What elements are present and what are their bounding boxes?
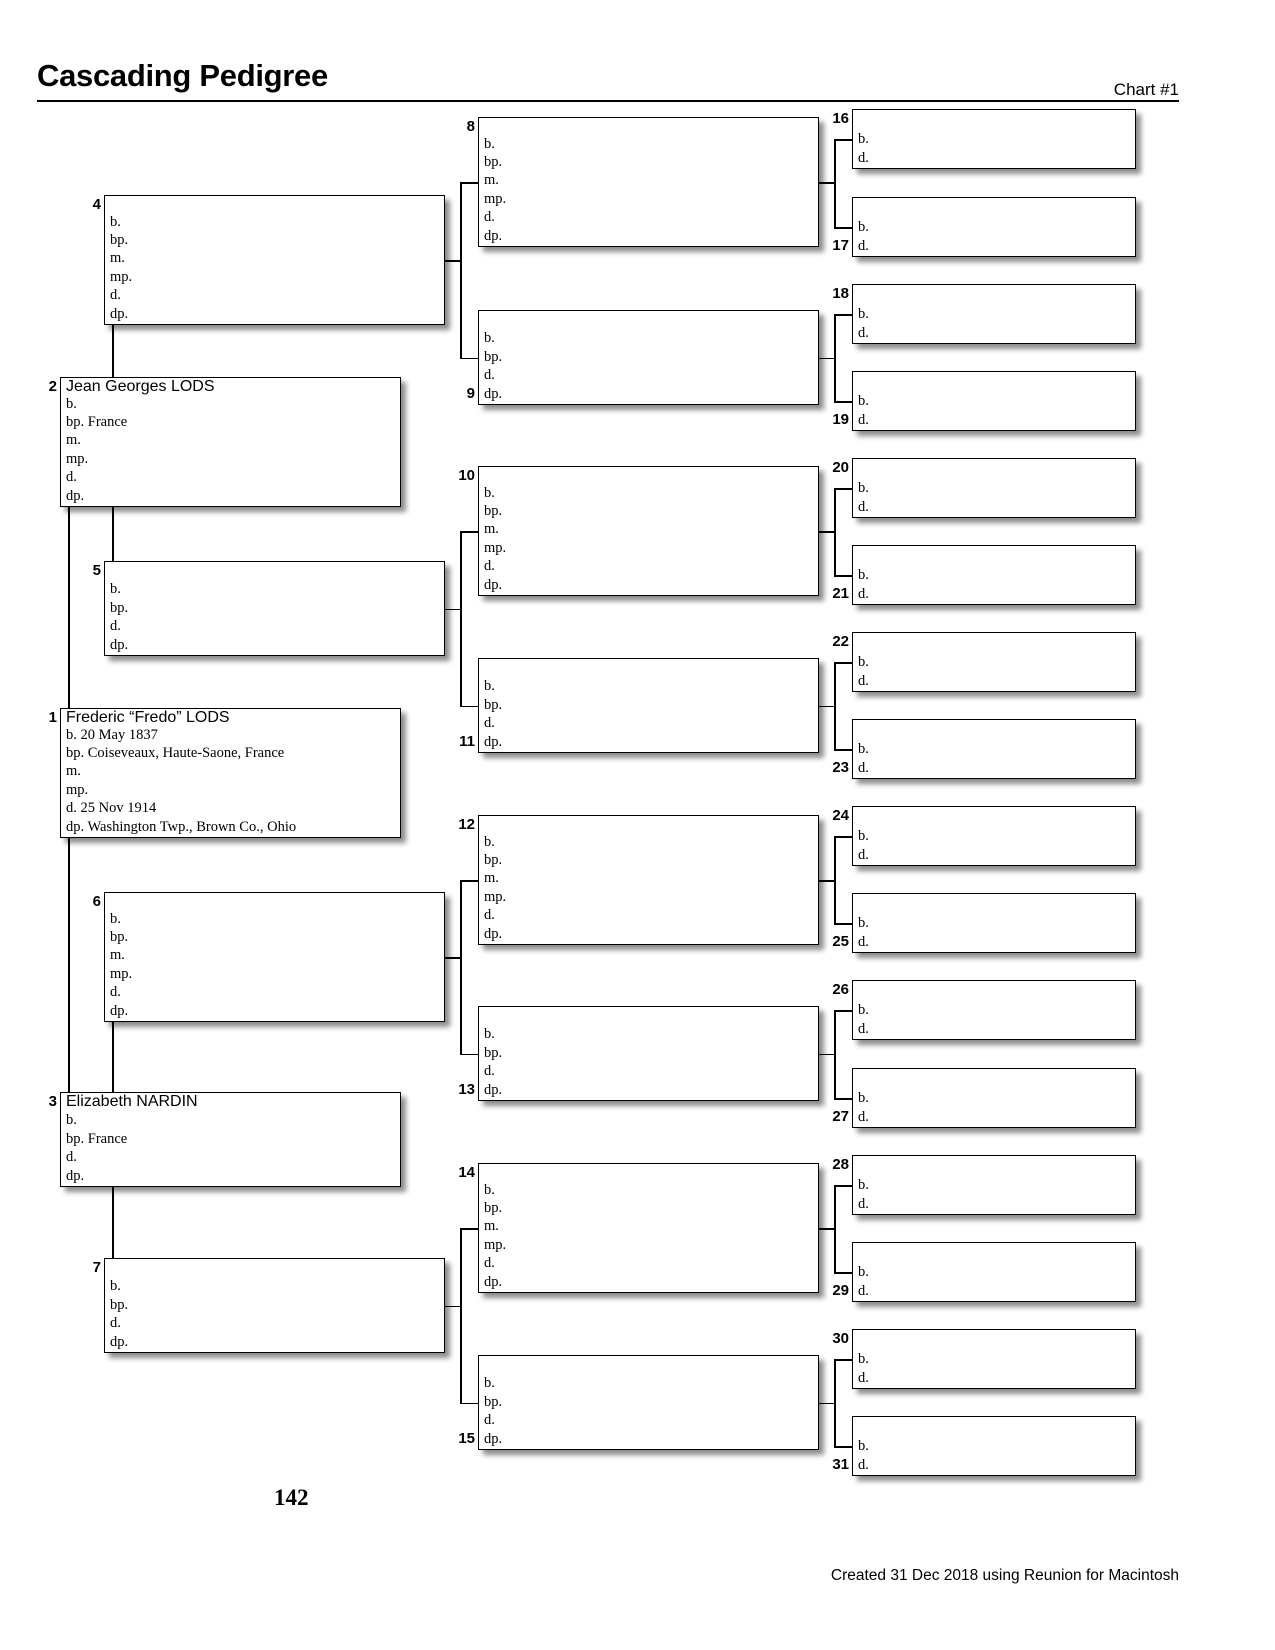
person-details <box>484 1025 502 1099</box>
detail-line: mp. <box>110 965 133 982</box>
connector-line <box>112 325 114 377</box>
detail-line: dp. <box>484 1081 503 1098</box>
detail-line: bp. Coiseveaux, Haute-Saone, France <box>66 744 285 761</box>
detail-line: dp. <box>110 1333 129 1350</box>
person-details <box>484 677 502 751</box>
detail-line: d. <box>858 237 869 254</box>
detail-line: b. <box>484 330 495 347</box>
person-number: 15 <box>458 1430 475 1447</box>
connector-line <box>445 260 461 262</box>
detail-line: b. <box>858 741 869 758</box>
detail-line: d. <box>484 1412 495 1429</box>
detail-line: b. <box>484 484 495 501</box>
connector-line <box>834 1098 852 1100</box>
person-details <box>66 395 127 505</box>
connector-line <box>460 182 478 184</box>
connector-line <box>460 358 478 360</box>
detail-line: dp. <box>484 1273 503 1290</box>
connector-line <box>68 507 70 708</box>
connector-line <box>834 923 852 925</box>
detail-line: bp. <box>110 231 129 248</box>
detail-line: d. <box>858 1020 869 1037</box>
person-details <box>858 1437 869 1474</box>
person-details <box>858 653 869 690</box>
detail-line: m. <box>484 521 499 538</box>
person-details <box>858 1350 869 1387</box>
person-details <box>110 1277 128 1351</box>
detail-line: d. <box>66 469 77 486</box>
detail-line: d. <box>858 411 869 428</box>
detail-line: bp. France <box>66 1130 128 1147</box>
connector-line <box>460 531 478 533</box>
detail-line: b. <box>858 306 869 323</box>
connector-line <box>819 1228 834 1230</box>
person-number: 14 <box>458 1164 475 1181</box>
detail-line: mp. <box>484 190 507 207</box>
person-box-30[interactable] <box>852 1329 1136 1389</box>
detail-line: dp. Washington Twp., Brown Co., Ohio <box>66 818 297 835</box>
detail-line: b. <box>858 1177 869 1194</box>
detail-line: dp. <box>484 1430 503 1447</box>
connector-line <box>819 358 834 360</box>
person-details <box>484 135 506 245</box>
person-number: 26 <box>832 981 849 998</box>
connector-line <box>834 314 836 401</box>
connector-line <box>834 749 852 751</box>
person-box-1[interactable] <box>60 708 401 838</box>
connector-line <box>460 1403 478 1405</box>
person-box-8[interactable] <box>478 117 819 247</box>
detail-line: dp. <box>110 636 129 653</box>
connector-line <box>834 662 836 749</box>
detail-line: d. <box>484 367 495 384</box>
connector-line <box>445 609 461 611</box>
person-number: 20 <box>832 459 849 476</box>
connector-line <box>834 1359 836 1446</box>
detail-line: dp. <box>484 925 503 942</box>
person-details <box>858 479 869 516</box>
person-number: 11 <box>459 733 475 750</box>
person-number: 27 <box>832 1108 849 1125</box>
connector-line <box>834 488 836 575</box>
detail-line: bp. <box>484 153 503 170</box>
person-box-10[interactable] <box>478 466 819 596</box>
connector-line <box>819 1403 834 1405</box>
chart-number: Chart #1 <box>1113 80 1179 99</box>
person-number: 19 <box>832 411 849 428</box>
person-details <box>858 1176 869 1213</box>
person-box-23[interactable] <box>852 719 1136 779</box>
person-box-2[interactable] <box>60 377 401 507</box>
person-number: 29 <box>832 1282 849 1299</box>
detail-line: d. <box>858 324 869 341</box>
person-number: 9 <box>466 385 475 402</box>
person-details <box>858 914 869 951</box>
person-number: 30 <box>832 1330 849 1347</box>
detail-line: d. <box>110 618 121 635</box>
connector-line <box>834 836 852 838</box>
person-details <box>66 1111 127 1185</box>
person-box-25[interactable] <box>852 893 1136 953</box>
detail-line: d. <box>484 715 495 732</box>
connector-line <box>460 880 478 882</box>
detail-line: d. <box>484 558 495 575</box>
connector-line <box>834 1185 836 1272</box>
detail-line: d. <box>484 1255 495 1272</box>
detail-line: d. <box>858 759 869 776</box>
connector-line <box>819 182 834 184</box>
person-number: 18 <box>832 285 849 302</box>
person-number: 5 <box>92 562 101 579</box>
connector-line <box>834 1359 852 1361</box>
connector-line <box>460 880 462 1054</box>
person-details <box>858 827 869 864</box>
connector-line <box>834 662 852 664</box>
detail-line: d. <box>110 287 121 304</box>
detail-line: dp. <box>110 1002 129 1019</box>
detail-line: b. <box>66 395 77 412</box>
person-details <box>110 910 132 1020</box>
detail-line: b. <box>110 1278 121 1295</box>
person-details <box>858 1089 869 1126</box>
detail-line: b. <box>858 480 869 497</box>
detail-line: bp. <box>110 928 129 945</box>
detail-line: bp. <box>484 1044 503 1061</box>
person-details <box>858 392 869 429</box>
detail-line: mp. <box>66 781 89 798</box>
person-number: 31 <box>832 1456 849 1473</box>
detail-line: m. <box>110 250 125 267</box>
footer-credit: Created 31 Dec 2018 using Reunion for Macintosh <box>830 1567 1179 1584</box>
detail-line: dp. <box>66 1167 85 1184</box>
connector-line <box>834 1010 836 1098</box>
detail-line: bp. <box>484 1199 503 1216</box>
person-number: 24 <box>832 807 849 824</box>
person-number: 21 <box>832 585 849 602</box>
detail-line: bp. <box>484 851 503 868</box>
connector-line <box>834 314 852 316</box>
person-name: Elizabeth NARDIN <box>66 1093 198 1110</box>
person-box-17[interactable] <box>852 197 1136 257</box>
detail-line: b. <box>858 1264 869 1281</box>
detail-line: b. <box>484 678 495 695</box>
detail-line: d. <box>484 907 495 924</box>
person-details <box>484 484 506 594</box>
detail-line: d. <box>858 933 869 950</box>
detail-line: b. <box>484 833 495 850</box>
detail-line: b. <box>110 213 121 230</box>
person-box-27[interactable] <box>852 1068 1136 1128</box>
detail-line: b. 20 May 1837 <box>66 726 158 743</box>
detail-line: b. <box>484 1026 495 1043</box>
person-box-13[interactable] <box>478 1006 819 1101</box>
connector-line <box>460 706 478 708</box>
person-number: 2 <box>48 378 57 395</box>
connector-line <box>834 1010 852 1012</box>
person-details <box>858 1001 869 1038</box>
detail-line: m. <box>484 1218 499 1235</box>
person-number: 16 <box>832 110 849 127</box>
person-number: 22 <box>832 633 849 650</box>
person-box-18[interactable] <box>852 284 1136 344</box>
detail-line: dp. <box>484 385 503 402</box>
detail-line: m. <box>66 763 81 780</box>
connector-line <box>445 957 461 959</box>
detail-line: b. <box>858 393 869 410</box>
detail-line: bp. <box>484 502 503 519</box>
person-number: 13 <box>458 1081 475 1098</box>
detail-line: b. <box>484 1181 495 1198</box>
connector-line <box>460 1228 462 1403</box>
detail-line: m. <box>484 870 499 887</box>
connector-line <box>112 1187 114 1258</box>
detail-line: mp. <box>66 450 89 467</box>
detail-line: b. <box>858 1002 869 1019</box>
detail-line: d. <box>858 1195 869 1212</box>
person-box-28[interactable] <box>852 1155 1136 1215</box>
connector-line <box>819 880 834 882</box>
connector-line <box>460 182 462 358</box>
person-number: 12 <box>458 816 475 833</box>
detail-line: bp. <box>110 599 129 616</box>
person-number: 25 <box>832 933 849 950</box>
person-details <box>858 218 869 255</box>
person-number: 6 <box>92 893 101 910</box>
person-box-11[interactable] <box>478 658 819 753</box>
connector-line <box>834 836 836 923</box>
connector-line <box>460 1228 478 1230</box>
person-box-29[interactable] <box>852 1242 1136 1302</box>
person-box-7[interactable] <box>104 1258 445 1353</box>
person-number: 10 <box>458 467 475 484</box>
person-details <box>484 1181 506 1291</box>
detail-line: d. <box>858 498 869 515</box>
detail-line: d. <box>858 1282 869 1299</box>
detail-line: m. <box>66 432 81 449</box>
person-box-16[interactable] <box>852 109 1136 169</box>
connector-line <box>112 507 114 561</box>
connector-line <box>834 1272 852 1274</box>
detail-line: b. <box>484 135 495 152</box>
detail-line: b. <box>66 1112 77 1129</box>
detail-line: d. <box>858 149 869 166</box>
person-details <box>110 580 128 654</box>
page-number: 142 <box>274 1485 309 1510</box>
detail-line: d. <box>858 672 869 689</box>
detail-line: b. <box>110 910 121 927</box>
person-box-12[interactable] <box>478 815 819 945</box>
detail-line: dp. <box>484 733 503 750</box>
person-number: 1 <box>48 709 57 726</box>
detail-line: dp. <box>66 487 85 504</box>
connector-line <box>834 227 852 229</box>
detail-line: b. <box>110 581 121 598</box>
person-box-26[interactable] <box>852 980 1136 1040</box>
detail-line: dp. <box>110 305 129 322</box>
detail-line: m. <box>110 947 125 964</box>
person-number: 7 <box>92 1259 101 1276</box>
person-box-21[interactable] <box>852 545 1136 605</box>
connector-line <box>819 1054 834 1056</box>
connector-line <box>819 531 834 533</box>
connector-line <box>460 1054 478 1056</box>
person-box-5[interactable] <box>104 561 445 656</box>
connector-line <box>834 139 852 141</box>
person-details <box>858 130 869 167</box>
detail-line: b. <box>858 1351 869 1368</box>
person-box-20[interactable] <box>852 458 1136 518</box>
detail-line: b. <box>858 1090 869 1107</box>
detail-line: d. <box>858 1108 869 1125</box>
person-number: 17 <box>832 237 849 254</box>
person-box-22[interactable] <box>852 632 1136 692</box>
person-details <box>484 329 502 403</box>
detail-line: bp. <box>484 348 503 365</box>
detail-line: dp. <box>484 227 503 244</box>
detail-line: d. <box>858 1369 869 1386</box>
person-number: 28 <box>832 1156 849 1173</box>
detail-line: bp. <box>484 696 503 713</box>
person-number: 3 <box>48 1093 57 1110</box>
detail-line: d. <box>484 209 495 226</box>
person-number: 8 <box>466 118 475 135</box>
person-details <box>858 1263 869 1300</box>
person-box-31[interactable] <box>852 1416 1136 1476</box>
connector-line <box>460 531 462 706</box>
person-details <box>66 726 296 836</box>
connector-line <box>834 139 836 227</box>
detail-line: bp. <box>110 1296 129 1313</box>
detail-line: mp. <box>110 268 133 285</box>
detail-line: bp. France <box>66 413 128 430</box>
connector-line <box>819 706 834 708</box>
person-box-24[interactable] <box>852 806 1136 866</box>
person-box-14[interactable] <box>478 1163 819 1293</box>
connector-line <box>68 838 70 1092</box>
detail-line: b. <box>858 567 869 584</box>
chart-title: Cascading Pedigree <box>37 58 328 93</box>
person-name: Jean Georges LODS <box>66 378 215 395</box>
detail-line: mp. <box>484 1236 507 1253</box>
person-details <box>858 740 869 777</box>
detail-line: d. <box>858 846 869 863</box>
person-details <box>858 566 869 603</box>
connector-line <box>445 1306 461 1308</box>
detail-line: bp. <box>484 1393 503 1410</box>
person-box-6[interactable] <box>104 892 445 1022</box>
person-box-4[interactable] <box>104 195 445 325</box>
detail-line: d. <box>110 984 121 1001</box>
connector-line <box>834 575 852 577</box>
person-number: 4 <box>92 196 101 213</box>
detail-line: b. <box>858 654 869 671</box>
detail-line: b. <box>858 131 869 148</box>
connector-line <box>834 488 852 490</box>
person-details <box>110 213 132 323</box>
person-details <box>858 305 869 342</box>
detail-line: b. <box>858 828 869 845</box>
person-box-15[interactable] <box>478 1355 819 1450</box>
connector-line <box>112 1022 114 1092</box>
detail-line: b. <box>858 915 869 932</box>
connector-line <box>834 1185 852 1187</box>
detail-line: b. <box>858 1438 869 1455</box>
connector-line <box>834 401 852 403</box>
person-box-9[interactable] <box>478 310 819 405</box>
person-details <box>484 833 506 943</box>
connector-line <box>834 1446 852 1448</box>
detail-line: b. <box>858 219 869 236</box>
detail-line: d. 25 Nov 1914 <box>66 800 157 817</box>
detail-line: d. <box>858 1456 869 1473</box>
detail-line: mp. <box>484 888 507 905</box>
detail-line: mp. <box>484 539 507 556</box>
person-number: 23 <box>832 759 849 776</box>
detail-line: b. <box>484 1375 495 1392</box>
detail-line: d. <box>484 1063 495 1080</box>
person-box-3[interactable] <box>60 1092 401 1187</box>
detail-line: d. <box>110 1315 121 1332</box>
person-box-19[interactable] <box>852 371 1136 431</box>
detail-line: d. <box>66 1149 77 1166</box>
detail-line: dp. <box>484 576 503 593</box>
detail-line: d. <box>858 585 869 602</box>
detail-line: m. <box>484 172 499 189</box>
person-details <box>484 1374 502 1448</box>
person-name: Frederic “Fredo” LODS <box>66 709 230 726</box>
